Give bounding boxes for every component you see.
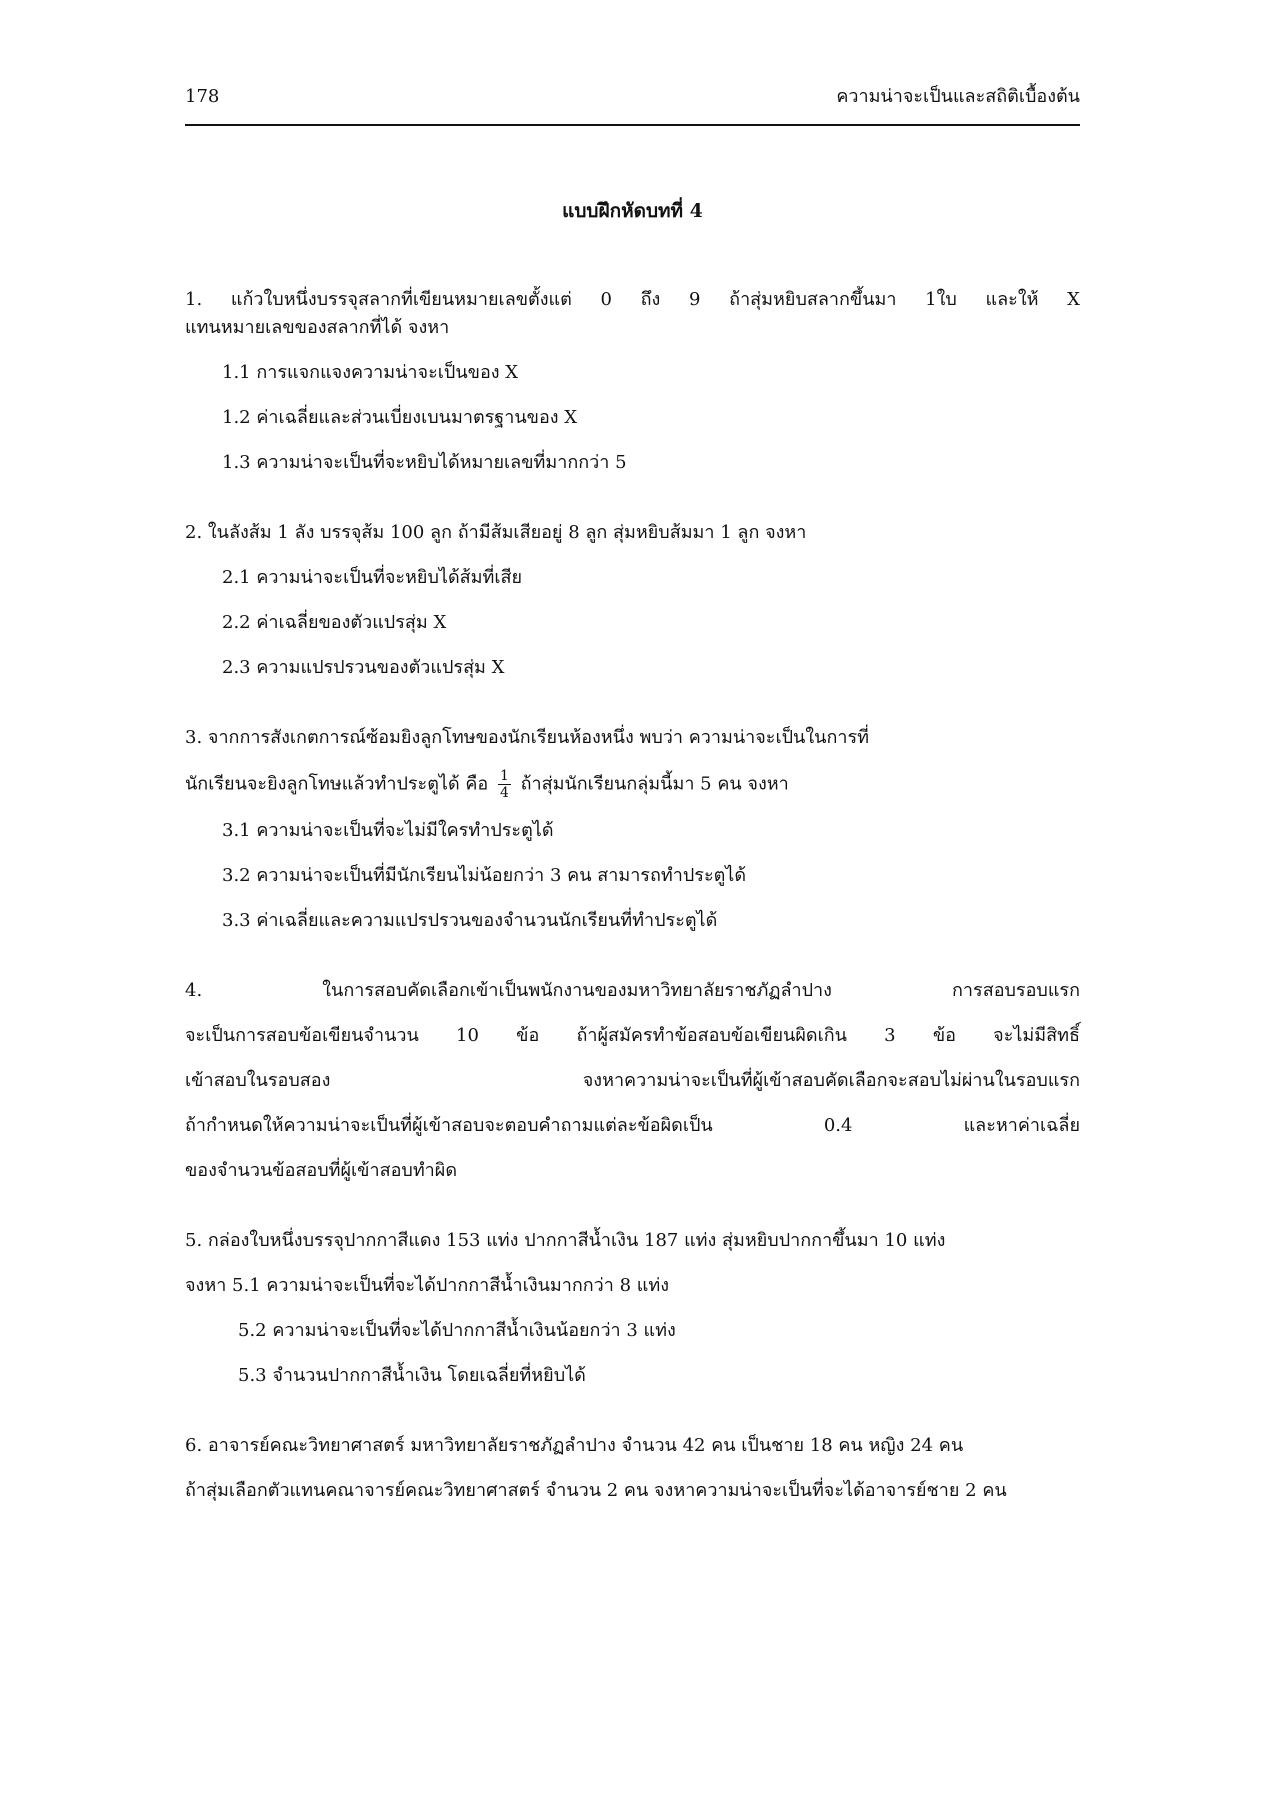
question-4-line-5: ของจำนวนข้อสอบที่ผู้เข้าสอบทำผิด — [185, 1160, 458, 1181]
question-4-line-3: เข้าสอบในรอบสอง จงหาความน่าจะเป็นที่ผู้เข้าสอบคัดเลือกจะสอบไม่ผ่านในรอบแรก — [185, 1070, 1080, 1091]
fraction-one-quarter — [498, 769, 511, 800]
question-3-line-1: 3. จากการสังเกตการณ์ซ้อมยิงลูกโทษของนักเรียนห้องหนึ่ง พบว่า ความน่าจะเป็นในการที่ — [185, 727, 869, 748]
question-4-line-4: ถ้ากำหนดให้ความน่าจะเป็นที่ผู้เข้าสอบจะตอบคำถามแต่ละข้อผิดเป็น 0.4 และหาค่าเฉลี่ย — [185, 1115, 1080, 1136]
question-2-line-1: 2. ในลังส้ม 1 ลัง บรรจุส้ม 100 ลูก ถ้ามีส้มเสียอยู่ 8 ลูก สุ่มหยิบส้มมา 1 ลูก จงหา — [185, 522, 807, 543]
question-3-item-2: 3.2 ความน่าจะเป็นที่มีนักเรียนไม่น้อยกว่า 3 คน สามารถทำประตูได้ — [222, 865, 747, 886]
question-6-line-2: ถ้าสุ่มเลือกตัวแทนคณาจารย์คณะวิทยาศาสตร์ จำนวน 2 คน จงหาความน่าจะเป็นที่จะได้อาจารย์ชาย 2 คน — [185, 1480, 1007, 1501]
running-title: ความน่าจะเป็นและสถิติเบื้องต้น — [836, 86, 1080, 107]
question-1-line-1: 1. แก้วใบหนึ่งบรรจุสลากที่เขียนหมายเลขตั้งแต่ 0 ถึง 9 ถ้าสุ่มหยิบสลากขึ้นมา 1ใบ และให้ X — [185, 289, 1080, 310]
question-5-item-2: 5.2 ความน่าจะเป็นที่จะได้ปากกาสีน้ำเงินน้อยกว่า 3 แท่ง — [238, 1320, 676, 1341]
page-number: 178 — [185, 86, 220, 107]
question-2-item-3: 2.3 ความแปรปรวนของตัวแปรสุ่ม X — [222, 657, 505, 678]
fraction-denominator: 4 — [499, 785, 509, 801]
page-header — [185, 86, 1080, 120]
question-1-line-2: แทนหมายเลขของสลากที่ได้ จงหา — [185, 317, 450, 338]
question-2-item-2: 2.2 ค่าเฉลี่ยของตัวแปรสุ่ม X — [222, 612, 447, 633]
question-2-item-1: 2.1 ความน่าจะเป็นที่จะหยิบได้ส้มที่เสีย — [222, 567, 523, 588]
question-1-item-2: 1.2 ค่าเฉลี่ยและส่วนเบี่ยงเบนมาตรฐานของ X — [222, 407, 578, 428]
question-1-item-1: 1.1 การแจกแจงความน่าจะเป็นของ X — [222, 362, 519, 383]
question-1-item-3: 1.3 ความน่าจะเป็นที่จะหยิบได้หมายเลขที่มากกว่า 5 — [222, 452, 627, 473]
exercise-content — [185, 286, 1080, 1505]
question-6-line-1: 6. อาจารย์คณะวิทยาศาสตร์ มหาวิทยาลัยราชภัฏลำปาง จำนวน 42 คน เป็นชาย 18 คน หญิง 24 คน — [185, 1435, 964, 1456]
question-3-line-2-prefix: นักเรียนจะยิงลูกโทษแล้วทำประตูได้ คือ — [185, 773, 489, 795]
question-3-line-2-suffix: ถ้าสุ่มนักเรียนกลุ่มนี้มา 5 คน จงหา — [520, 773, 789, 795]
question-5-line-1: 5. กล่องใบหนึ่งบรรจุปากกาสีแดง 153 แท่ง ปากกาสีน้ำเงิน 187 แท่ง สุ่มหยิบปากกาขึ้นมา 10 แท่ง — [185, 1230, 946, 1251]
fraction-numerator: 1 — [499, 768, 509, 784]
question-4-line-2: จะเป็นการสอบข้อเขียนจำนวน 10 ข้อ ถ้าผู้สมัครทำข้อสอบข้อเขียนผิดเกิน 3 ข้อ จะไม่มีสิทธิ์ — [185, 1025, 1080, 1046]
question-3-item-1: 3.1 ความน่าจะเป็นที่จะไม่มีใครทำประตูได้ — [222, 820, 554, 841]
exercise-title: แบบฝึกหัดบทที่ 4 — [562, 200, 703, 222]
question-5-item-3: 5.3 จำนวนปากกาสีน้ำเงิน โดยเฉลี่ยที่หยิบได้ — [238, 1365, 586, 1386]
question-3-item-3: 3.3 ค่าเฉลี่ยและความแปรปรวนของจำนวนนักเรียนที่ทำประตูได้ — [222, 910, 718, 931]
question-3-line-2 — [185, 769, 1080, 800]
header-divider — [185, 124, 1080, 126]
question-5-line-2: จงหา 5.1 ความน่าจะเป็นที่จะได้ปากกาสีน้ำเงินมากกว่า 8 แท่ง — [185, 1275, 670, 1296]
question-4-line-1: 4. ในการสอบคัดเลือกเข้าเป็นพนักงานของมหาวิทยาลัยราชภัฏลำปาง การสอบรอบแรก — [185, 980, 1080, 1001]
